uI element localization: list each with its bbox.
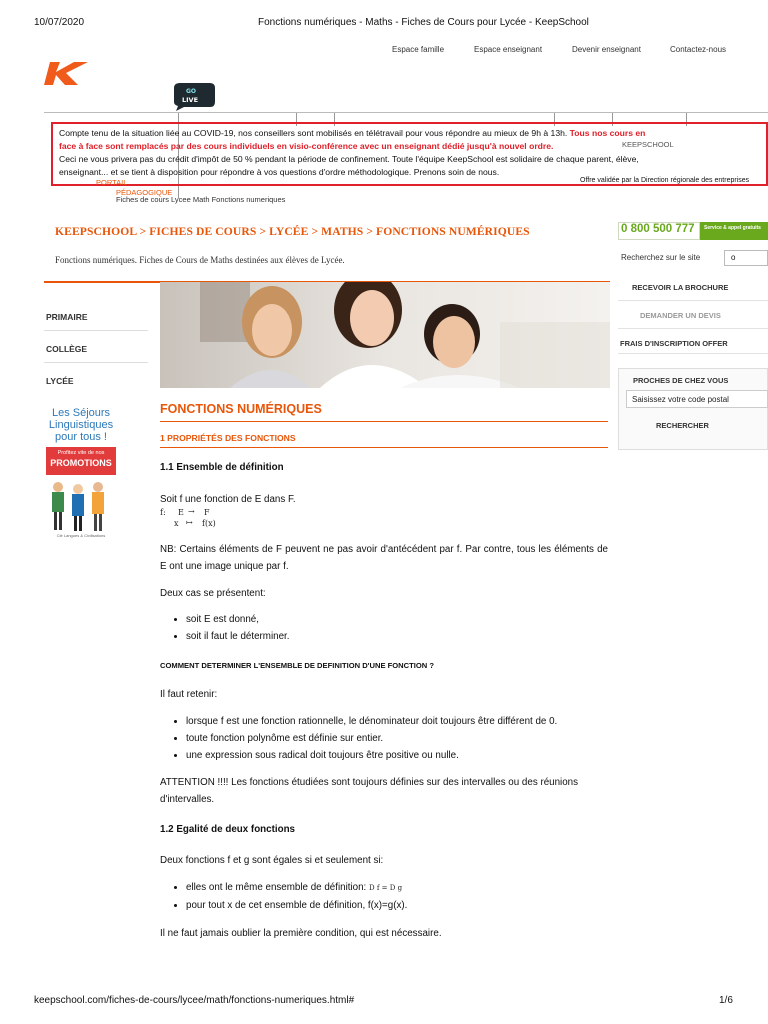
sidebar-sep	[44, 330, 148, 331]
ad-promo-banner: Profitez vite de nos PROMOTIONS	[46, 447, 116, 475]
keepschool-overlay: KEEPSCHOOL	[622, 140, 674, 149]
sidebar-item-primaire[interactable]: PRIMAIRE	[46, 312, 88, 322]
list-item: • toute fonction polynôme est définie sur entier.	[186, 730, 608, 747]
link-espace-enseignant[interactable]: Espace enseignant	[474, 45, 543, 54]
subheading-1-1: 1.1 Ensemble de définition	[160, 462, 284, 473]
caps-heading: COMMENT DETERMINER L'ENSEMBLE DE DEFINITION D'UNE FONCTION ?	[160, 661, 435, 670]
ad-title-1: Les Séjours	[51, 407, 111, 419]
list-item: • une expression sous radical doit toujours être positive ou nulle.	[186, 747, 608, 764]
math-fx: f(x)	[202, 519, 216, 528]
svg-text:LIVE: LIVE	[182, 96, 199, 104]
paragraph: Deux cas se présentent:	[160, 588, 266, 599]
section-heading-1: 1 PROPRIÉTÉS DES FONCTIONS	[160, 433, 296, 443]
paragraph: Soit f une fonction de E dans F.	[160, 494, 296, 505]
math-f: f:	[160, 508, 166, 517]
list-item: • soit il faut le déterminer.	[186, 628, 608, 645]
phone-badge: Service & appel gratuits	[700, 222, 768, 240]
sidebar-sep	[44, 362, 148, 363]
list-equality	[160, 879, 608, 914]
phone-block[interactable]	[618, 222, 768, 240]
paragraph: Il ne faut jamais oublier la première condition, qui est nécessaire.	[160, 928, 442, 939]
ad-illustration	[46, 477, 116, 533]
list-cases	[160, 611, 608, 645]
breadcrumb[interactable]: KEEPSCHOOL > FICHES DE COURS > LYCÉE > MATHS > FONCTIONS NUMÉRIQUES	[55, 225, 530, 238]
pedago-link[interactable]: PÉDAGOGIQUE	[116, 188, 173, 197]
print-date: 10/07/2020	[34, 17, 85, 28]
link-devenir-enseignant[interactable]: Devenir enseignant	[572, 45, 641, 54]
portal-link[interactable]: PORTAIL	[96, 178, 128, 187]
math-maps: ↦	[186, 518, 193, 527]
search-label: Recherchez sur le site	[621, 253, 701, 262]
covid-banner: Compte tenu de la situation liée au COVID-19, nos conseillers sont mobilisés en télétravail pour vous répondre au mieux de 9h à 13h. Tous nos cours en face à face sont remplacés par des cours individuels en visio-conférence avec un enseignant dédié jusqu'à nouvel ordre. Ceci ne vous privera pas du crédit d'impôt de 50 % pendant la période de confinement. Toute l'équipe KeepSchool est solidaire de chaque parent, élève, enseignant... et se tient à disposition pour répondre à vos questions d'ordre méthodologique. Prenons soin de nous.	[51, 122, 768, 186]
paragraph: Deux fonctions f et g sont égales si et seulement si:	[160, 855, 384, 866]
right-sep	[618, 353, 768, 354]
link-espace-famille[interactable]: Espace famille	[392, 45, 445, 54]
link-devis[interactable]: DEMANDER UN DEVIS	[640, 311, 721, 320]
svg-text:GO: GO	[186, 88, 197, 95]
search-button[interactable]: RECHERCHER	[656, 421, 709, 430]
nav-rule	[44, 112, 768, 113]
list-item: • elles ont le même ensemble de définition: D f = D g	[186, 879, 608, 897]
small-breadcrumb[interactable]: Fiches de cours Lycee Math Fonctions numeriques	[116, 195, 286, 204]
math-domain-equality: D f = D g	[369, 884, 403, 892]
right-sep	[618, 328, 768, 329]
subheading-1-2: 1.2 Egalité de deux fonctions	[160, 824, 296, 835]
page-description: Fonctions numériques. Fiches de Cours de Maths destinées aux élèves de Lycée.	[55, 255, 345, 265]
ad-title-3: pour tous !	[55, 431, 107, 443]
print-page: 1/6	[719, 995, 733, 1006]
title-rule	[160, 421, 608, 422]
math-arrow: →	[188, 507, 195, 516]
link-contact[interactable]: Contactez-nous	[670, 45, 727, 54]
postal-code-input[interactable]: Saisissez votre code postal	[626, 390, 768, 408]
right-sep	[618, 300, 768, 301]
sidebar-item-lycee[interactable]: LYCÉE	[46, 376, 74, 386]
print-url: keepschool.com/fiches-de-cours/lycee/math/fonctions-numeriques.html#	[34, 995, 355, 1006]
sidebar-item-college[interactable]: COLLÈGE	[46, 344, 88, 354]
list-item: • soit E est donné,	[186, 611, 608, 628]
proches-title: PROCHES DE CHEZ VOUS	[633, 376, 729, 385]
ad-title-2: Linguistiques	[48, 419, 114, 431]
link-frais[interactable]: FRAIS D'INSCRIPTION OFFER	[620, 339, 728, 348]
site-search-input[interactable]: o	[724, 250, 768, 266]
math-F: F	[204, 508, 210, 517]
ad-sejours-linguistiques[interactable]	[44, 403, 118, 543]
article-title: FONCTIONS NUMÉRIQUES	[160, 402, 322, 416]
hero-image	[160, 282, 610, 388]
list-rules	[160, 713, 608, 764]
golive-badge[interactable]	[172, 82, 216, 112]
paragraph: NB: Certains éléments de F peuvent ne pas avoir d'antécédent par f. Par contre, tous les éléments de E ont une image unique par f.	[160, 544, 608, 572]
paragraph: Il faut retenir:	[160, 689, 218, 700]
print-title: Fonctions numériques - Maths - Fiches de Cours pour Lycée - KeepSchool	[258, 17, 589, 28]
ad-footer: Clé Langues & Civilisations	[56, 533, 106, 538]
math-E: E	[178, 508, 184, 517]
keepschool-logo[interactable]	[44, 58, 90, 88]
math-x: x	[174, 519, 179, 528]
validation-note: Offre validée par la Direction régionale des entreprises	[580, 177, 750, 184]
phone-number[interactable]: 0 800 500 777	[621, 223, 695, 235]
link-brochure[interactable]: RECEVOIR LA BROCHURE	[632, 283, 729, 292]
list-item: • pour tout x de cet ensemble de définition, f(x)=g(x).	[186, 897, 608, 914]
list-item: • lorsque f est une fonction rationnelle, le dénominateur doit toujours être différent de 0.	[186, 713, 608, 730]
section-rule	[160, 447, 608, 448]
paragraph: ATTENTION !!!! Les fonctions étudiées sont toujours définies sur des intervalles ou des réunions d'intervalles.	[160, 777, 579, 805]
